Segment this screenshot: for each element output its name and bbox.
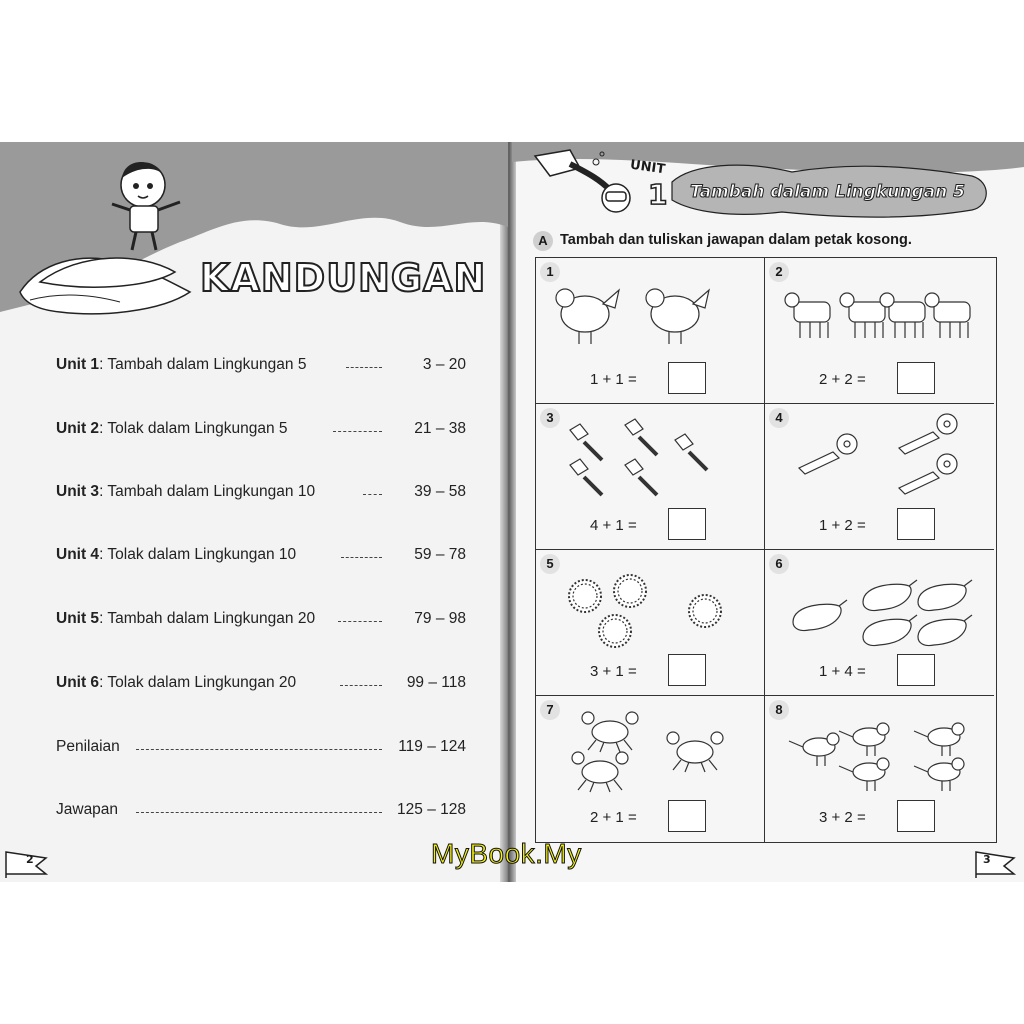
toc-row <box>56 356 466 380</box>
equation-text: 2 + 2 = <box>819 371 866 388</box>
toc-row <box>56 738 466 762</box>
eggplant-icon <box>863 580 917 611</box>
toc-heading: KANDUNGAN <box>200 256 487 300</box>
toc-unit-label: Unit 6 <box>56 674 100 691</box>
equation-text: 2 + 1 = <box>590 809 637 826</box>
toc-row <box>56 801 466 825</box>
toc-page-range: 119 – 124 <box>398 738 466 755</box>
toc-unit-label: Unit 5 <box>56 610 100 627</box>
exercise-grid <box>535 257 997 843</box>
key-icon <box>899 454 957 494</box>
toc-page-range: 21 – 38 <box>414 420 466 437</box>
toc-unit-label: Unit 4 <box>56 546 100 563</box>
watermark: MyBook.My <box>431 838 582 869</box>
answer-box[interactable] <box>668 654 706 686</box>
eggplant-icon <box>918 615 972 646</box>
section-badge: A <box>533 231 553 251</box>
crab-icon <box>667 732 723 772</box>
durian-icon <box>614 575 646 607</box>
toc-title-text: : Tolak dalam Lingkungan 20 <box>99 674 297 691</box>
toc-page-range: 39 – 58 <box>414 483 466 500</box>
equation-text: 4 + 1 = <box>590 517 637 534</box>
exercise-picture <box>540 264 760 364</box>
exercise-picture <box>540 556 760 656</box>
left-header-art <box>0 142 508 342</box>
bird-icon <box>914 723 964 756</box>
cow-icon <box>785 293 830 338</box>
durian-icon <box>569 580 601 612</box>
bird-icon <box>789 733 839 766</box>
axe-icon <box>625 419 657 455</box>
exercise-cell <box>536 550 765 696</box>
toc-entry-title <box>56 738 120 756</box>
left-page-number: 2 <box>26 853 34 866</box>
exercise-number: 2 <box>769 262 789 282</box>
axe-icon <box>570 424 602 460</box>
exercise-cell <box>536 404 765 550</box>
exercise-number: 4 <box>769 408 789 428</box>
toc-page-range: 99 – 118 <box>406 674 466 691</box>
toc-page-range: 3 – 20 <box>422 356 466 373</box>
bird-icon <box>839 723 889 756</box>
toc-entry-title <box>56 801 118 819</box>
unit-number: 1 <box>648 178 668 211</box>
toc-leader-dots <box>341 557 382 558</box>
cow-icon <box>925 293 970 338</box>
exercise-cell <box>765 696 994 842</box>
exercise-number: 1 <box>540 262 560 282</box>
axe-icon <box>570 459 602 495</box>
exercise-cell <box>765 550 994 696</box>
exercise-number: 6 <box>769 554 789 574</box>
toc-title-text: Jawapan <box>56 801 119 818</box>
toc-page-range: 125 – 128 <box>397 801 466 818</box>
toc-row <box>56 483 466 507</box>
answer-box[interactable] <box>897 654 935 686</box>
toc-leader-dots <box>346 367 382 368</box>
bird-icon <box>839 758 889 791</box>
toc-entry-title <box>56 610 315 628</box>
answer-box[interactable] <box>897 800 935 832</box>
surfer-boy-icon <box>108 150 198 270</box>
toc-row <box>56 546 466 570</box>
hen-icon <box>556 289 619 344</box>
exercise-cell <box>765 404 994 550</box>
answer-box[interactable] <box>668 362 706 394</box>
toc-title-text: : Tambah dalam Lingkungan 10 <box>99 483 316 500</box>
exercise-picture <box>769 556 989 656</box>
key-icon <box>799 434 857 474</box>
crab-icon <box>572 752 628 792</box>
exercise-number: 5 <box>540 554 560 574</box>
equation-text: 3 + 2 = <box>819 809 866 826</box>
toc-entry-title <box>56 546 296 564</box>
answer-box[interactable] <box>668 800 706 832</box>
exercise-picture <box>769 264 989 364</box>
toc-leader-dots <box>136 749 382 750</box>
durian-icon <box>689 595 721 627</box>
toc-title-text: : Tambah dalam Lingkungan 20 <box>99 610 316 627</box>
unit-label: UNIT <box>629 157 667 178</box>
axe-icon <box>625 459 657 495</box>
bird-icon <box>914 758 964 791</box>
cow-icon <box>840 293 885 338</box>
exercise-picture <box>769 702 989 802</box>
unit-title: Tambah dalam Lingkungan 5 <box>690 182 965 202</box>
equation-text: 3 + 1 = <box>590 663 637 680</box>
toc-page-range: 79 – 98 <box>414 610 466 627</box>
toc-title-text: : Tolak dalam Lingkungan 5 <box>99 420 288 437</box>
hen-icon <box>646 289 709 344</box>
toc-title-text: Penilaian <box>56 738 120 755</box>
flag-icon-right <box>968 848 1020 882</box>
diver-icon <box>530 146 640 221</box>
key-icon <box>899 414 957 454</box>
toc-title-text: : Tambah dalam Lingkungan 5 <box>99 356 307 373</box>
toc-unit-label: Unit 2 <box>56 420 100 437</box>
toc-page-range: 59 – 78 <box>414 546 466 563</box>
durian-icon <box>599 615 631 647</box>
toc-unit-label: Unit 3 <box>56 483 100 500</box>
toc-row <box>56 420 466 444</box>
exercise-picture <box>540 702 760 802</box>
right-page-number: 3 <box>983 853 991 866</box>
answer-box[interactable] <box>897 508 935 540</box>
toc-leader-dots <box>338 621 382 622</box>
answer-box[interactable] <box>668 508 706 540</box>
toc-row <box>56 674 466 698</box>
exercise-cell <box>536 258 765 404</box>
exercise-cell <box>536 696 765 842</box>
toc-leader-dots <box>363 494 382 495</box>
toc-unit-label: Unit 1 <box>56 356 100 373</box>
toc-entry-title <box>56 356 306 374</box>
toc-leader-dots <box>136 812 382 813</box>
exercise-number: 3 <box>540 408 560 428</box>
instruction-text: Tambah dan tuliskan jawapan dalam petak kosong. <box>560 232 912 248</box>
toc-leader-dots <box>340 685 382 686</box>
eggplant-icon <box>863 615 917 646</box>
exercise-picture <box>769 410 989 510</box>
crab-icon <box>582 712 638 752</box>
exercise-number: 7 <box>540 700 560 720</box>
eggplant-icon <box>918 580 972 611</box>
equation-text: 1 + 2 = <box>819 517 866 534</box>
exercise-cell <box>765 258 994 404</box>
toc-entry-title <box>56 674 296 692</box>
equation-text: 1 + 1 = <box>590 371 637 388</box>
exercise-number: 8 <box>769 700 789 720</box>
cow-icon <box>880 293 925 338</box>
toc-entry-title <box>56 420 288 438</box>
toc-title-text: : Tolak dalam Lingkungan 10 <box>99 546 297 563</box>
axe-icon <box>675 434 707 470</box>
toc-row <box>56 610 466 634</box>
exercise-picture <box>540 410 760 510</box>
answer-box[interactable] <box>897 362 935 394</box>
eggplant-icon <box>793 600 847 631</box>
equation-text: 1 + 4 = <box>819 663 866 680</box>
toc-entry-title <box>56 483 315 501</box>
toc-leader-dots <box>333 431 382 432</box>
